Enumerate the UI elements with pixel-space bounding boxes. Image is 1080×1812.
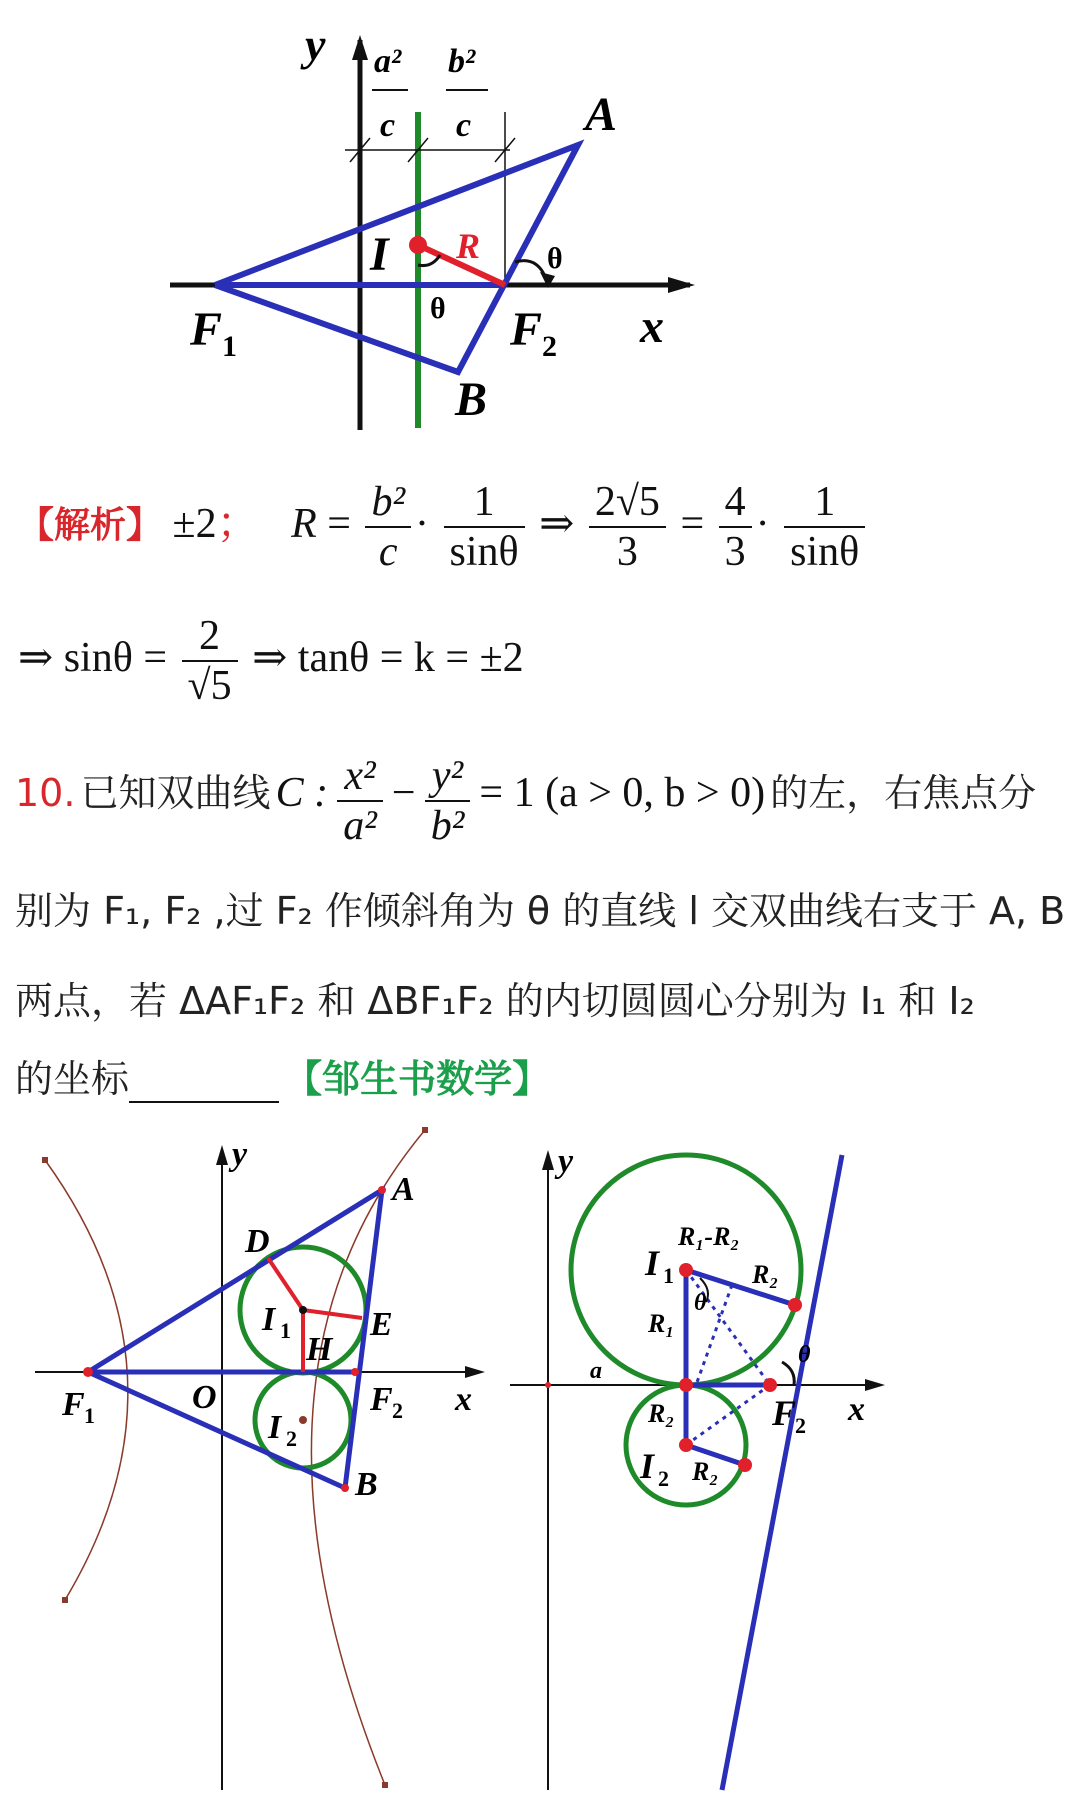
solution-answer: ±2 [172,500,217,547]
label-B: B [455,373,488,426]
frac-den: a² [343,803,377,850]
label-I2: I [268,1409,282,1446]
label-F1-sub: 1 [84,1403,95,1428]
problem-text-1: 已知双曲线 [80,770,271,815]
var-C: C : [275,769,329,816]
label-theta-2: θ [798,1342,811,1368]
answer-blank [129,1071,279,1103]
x-axis-label: x [640,300,664,353]
frac-den: sinθ [449,529,519,576]
solution-tag: 【解析】 [18,504,163,546]
label-I1-sub: 1 [663,1263,674,1288]
problem-10-line-3: 两点，若 ΔAF₁F₂ 和 ΔBF₁F₂ 的内切圆圆心分别为 I₁ 和 I₂ [15,979,975,1023]
frac-den: 3 [616,529,638,576]
label-theta-2: θ [547,242,563,275]
solution-line-2 [18,612,524,711]
label-I2: I [640,1446,655,1486]
dot: · [755,500,770,547]
label-a: a [590,1358,602,1384]
frac-4-3 [719,478,752,577]
y-axis-label: y [232,1136,248,1173]
label-R2-mid: R₂ [648,1399,675,1428]
frac-x2-a2 [337,752,383,851]
incenter-I [409,236,427,254]
eq-sign: = [680,500,705,547]
label-F2-sub: 2 [542,330,557,363]
frac-num: 4 [719,478,752,528]
frac-num: 1 [444,478,525,528]
problem-10-line-2: 别为 F₁, F₂ ,过 F₂ 作倾斜角为 θ 的直线 l 交双曲线右支于 A, B [15,889,1066,933]
frac-num: b² [365,478,411,528]
label-I: I [370,228,389,281]
watermark: 【邹生书数学】 [284,1057,551,1101]
y-axis-label: y [305,20,326,70]
problem-number: 10. [15,770,76,815]
dot: · [415,500,430,547]
label-F2: F [510,303,543,356]
label-theta-1: θ [694,1290,707,1316]
label-I1: I [262,1301,276,1338]
frac-1-sin-2 [784,478,865,577]
label-F2: F [772,1393,797,1433]
frac-den: √5 [187,663,232,710]
frac-num: 2√5 [589,478,666,528]
x-axis-arrow-icon [668,277,695,293]
label-F1-sub: 1 [222,330,237,363]
frac-den: b² [430,803,465,850]
frac-a2-num: a² [374,43,402,80]
hyperbola-left-branch [45,1160,128,1600]
line2-end: ⇒ tanθ = k = ±2 [252,634,524,681]
frac-num: 1 [784,478,865,528]
minus: − [391,769,416,816]
hyperbola-right-branch [311,1130,425,1785]
label-D: D [245,1223,270,1260]
frac-b2-c [365,478,411,577]
label-F2-sub: 2 [795,1413,806,1438]
problem-10-line-1 [15,752,1036,851]
frac-num: 2 [182,612,238,662]
frac-1-sin [444,478,525,577]
label-I2-sub: 2 [286,1426,297,1451]
solution-sep: ； [216,500,259,547]
label-A: A [392,1171,415,1208]
label-theta-1: θ [430,292,446,325]
label-R2-bot: R₂ [692,1457,719,1486]
label-R1-minus-R2: R₁-R₂ [678,1222,740,1251]
label-I1: I [645,1243,660,1283]
condition: = 1 (a > 0, b > 0) [479,769,766,816]
triangle-AF1B [88,1190,382,1488]
label-F2: F [370,1381,393,1418]
frac-den: sinθ [790,529,860,576]
label-O: O [192,1379,217,1416]
x-axis-label: x [848,1391,865,1428]
frac-num: x² [337,752,383,802]
label-I1-sub: 1 [280,1318,291,1343]
line2-start: ⇒ sinθ = [18,634,168,681]
label-F1: F [190,303,223,356]
frac-b2-num: b² [448,43,476,80]
figure-2-incircles [30,1120,500,1810]
label-B: B [355,1466,378,1503]
var-R: R [291,500,317,547]
label-A: A [585,88,618,141]
frac-den: 3 [724,529,746,576]
figure-3-radius-relation [505,1130,905,1800]
frac-den: c [378,529,398,576]
line4-start: 的坐标 [15,1057,130,1101]
label-R: R [456,226,481,266]
label-E: E [370,1306,393,1343]
problem-10-line-4 [15,1048,550,1103]
frac-num: y² [425,752,471,802]
label-F1: F [62,1386,85,1423]
solution-line-1 [18,478,869,577]
label-H: H [306,1331,333,1368]
frac-2-sqrt5 [182,612,238,711]
implies: ⇒ [539,500,575,547]
label-R1: R₁ [648,1309,675,1338]
eq-sign: = [327,500,351,547]
label-I2-sub: 2 [658,1466,669,1491]
y-axis-label: y [558,1143,574,1180]
x-axis-label: x [455,1381,472,1418]
frac-2sqrt5-3 [589,478,666,577]
frac-c-den-1: c [380,107,396,144]
frac-c-den-2: c [456,107,472,144]
problem-text-1-end: 的左，右焦点分 [770,770,1037,815]
frac-y2-b2 [425,752,471,851]
label-F2-sub: 2 [392,1398,403,1423]
label-R2-top: R₂ [752,1260,779,1289]
figure-1-focal-triangle [170,20,730,440]
y-axis-arrow-icon [352,35,368,60]
